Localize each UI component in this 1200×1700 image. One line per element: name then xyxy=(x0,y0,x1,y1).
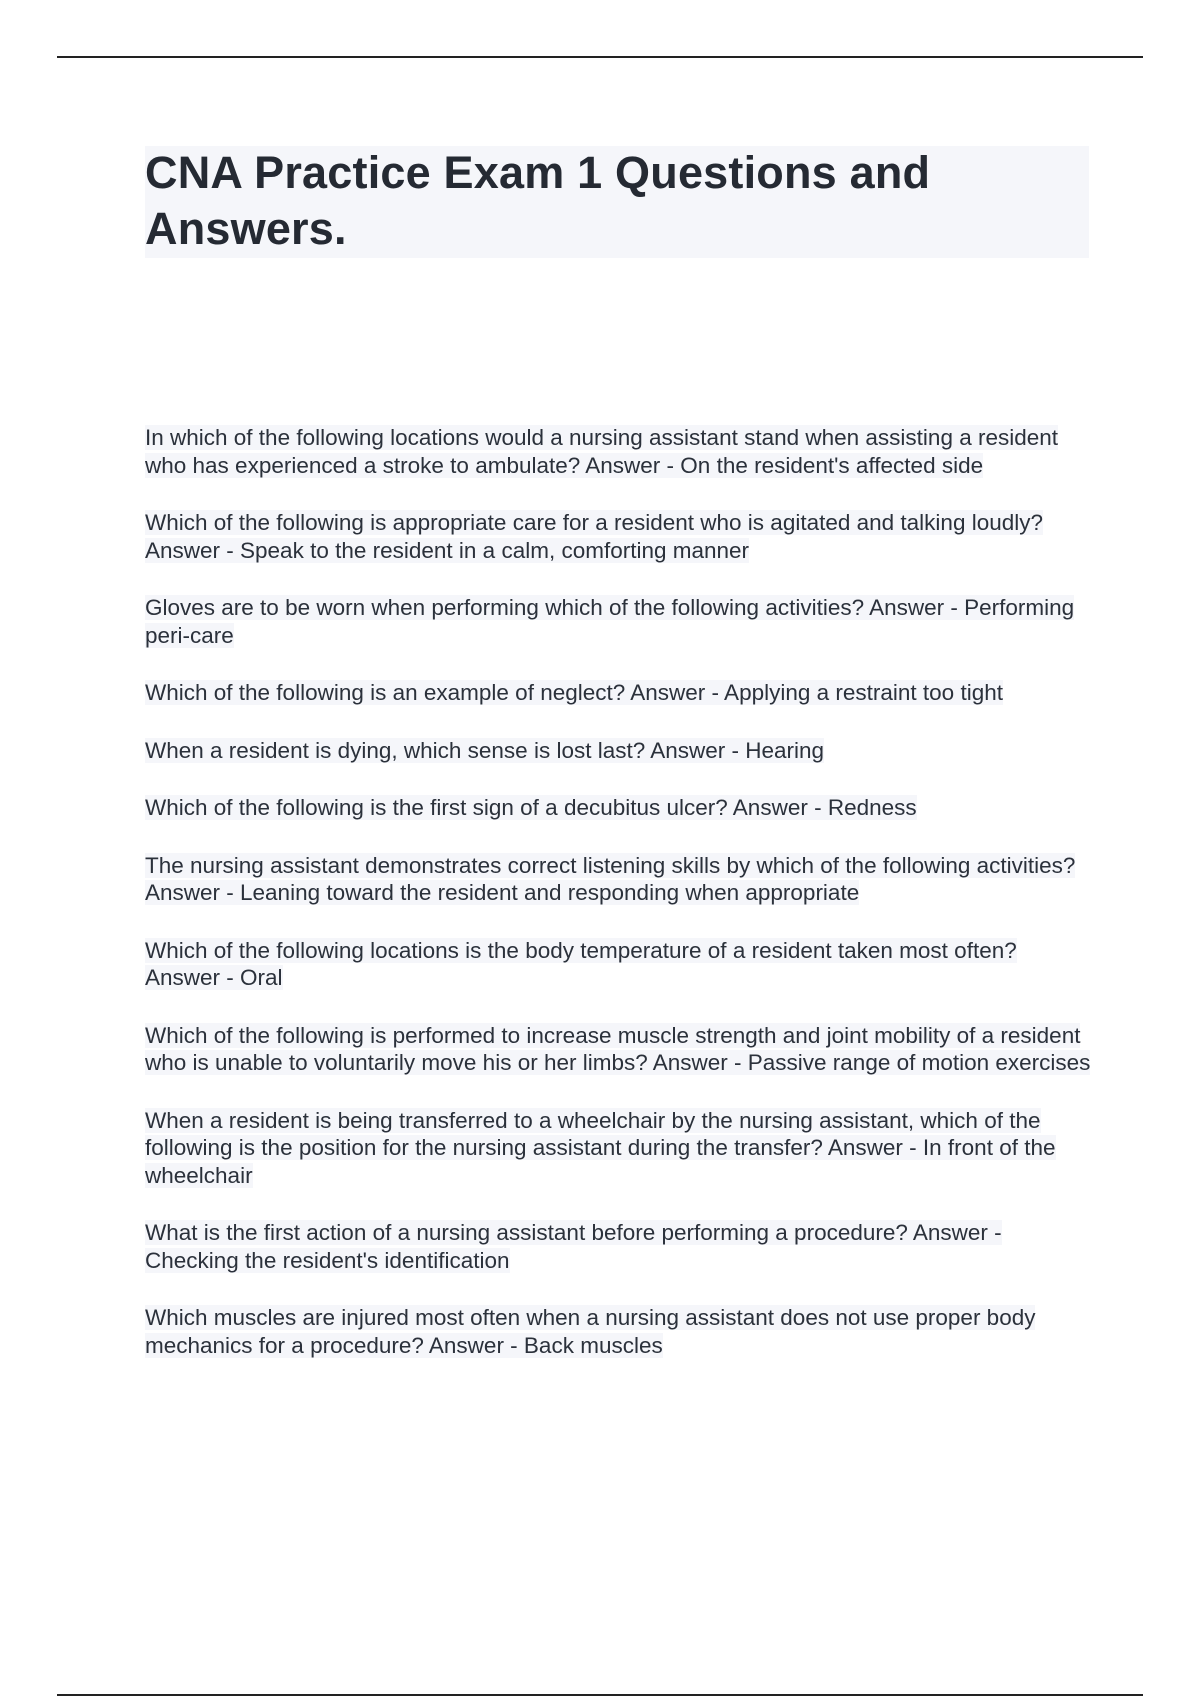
top-divider xyxy=(57,56,1143,58)
qa-item xyxy=(145,1219,1095,1274)
qa-text: Gloves are to be worn when performing which of the following activities? Answer - Performing peri-care xyxy=(145,595,1075,648)
bottom-divider xyxy=(57,1694,1143,1696)
page-title: CNA Practice Exam 1 Questions and Answers. xyxy=(145,147,931,254)
qa-text: What is the first action of a nursing assistant before performing a procedure? Answer - Checking the resident's identification xyxy=(145,1220,1002,1273)
qa-item xyxy=(145,1022,1095,1077)
qa-item xyxy=(145,679,1095,707)
qa-text: Which of the following is appropriate care for a resident who is agitated and talking loudly? Answer - Speak to the resident in a calm, comforting manner xyxy=(145,510,1044,563)
qa-text: Which of the following is performed to increase muscle strength and joint mobility of a resident who is unable to voluntarily move his or her limbs? Answer - Passive range of motion exercises xyxy=(145,1022,1091,1075)
qa-item xyxy=(145,594,1095,649)
qa-item xyxy=(145,1107,1095,1190)
qa-text: Which of the following is an example of neglect? Answer - Applying a restraint too tight xyxy=(145,680,1003,705)
qa-item xyxy=(145,937,1095,992)
qa-text: Which of the following locations is the body temperature of a resident taken most often? Answer - Oral xyxy=(145,937,1017,990)
qa-item xyxy=(145,737,1095,765)
qa-text: Which muscles are injured most often when a nursing assistant does not use proper body mechanics for a procedure? Answer - Back muscles xyxy=(145,1305,1036,1358)
qa-item xyxy=(145,424,1095,479)
qa-text: In which of the following locations would a nursing assistant stand when assisting a resident who has experienced a stroke to ambulate? Answer - On the resident's affected side xyxy=(145,425,1059,478)
qa-text: When a resident is being transferred to a wheelchair by the nursing assistant, which of the following is the position for the nursing assistant during the transfer? Answer - In front of the wheelchair xyxy=(145,1107,1056,1188)
qa-text: The nursing assistant demonstrates correct listening skills by which of the following activities? Answer - Leaning toward the resident and responding when appropriate xyxy=(145,852,1076,905)
qa-text: When a resident is dying, which sense is lost last? Answer - Hearing xyxy=(145,737,825,763)
qa-item xyxy=(145,509,1095,564)
qa-text: Which of the following is the first sign of a decubitus ulcer? Answer - Redness xyxy=(145,795,917,820)
qa-item xyxy=(145,852,1095,907)
qa-list xyxy=(145,424,1095,1389)
qa-item xyxy=(145,1304,1095,1359)
qa-item xyxy=(145,794,1095,822)
